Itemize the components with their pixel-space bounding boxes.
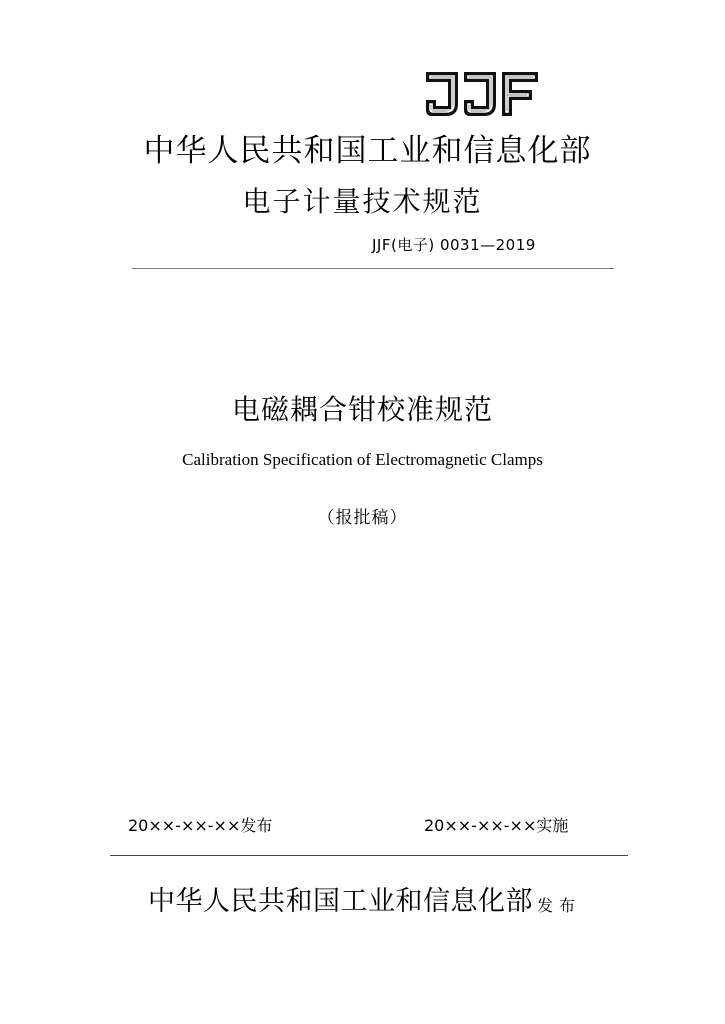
svg-text:JJF: JJF [481,100,483,101]
jjf-logo [424,70,540,118]
issue-date: 20××-××-××发布 [128,816,273,835]
jjf-logo-graphic [424,70,540,118]
footer-divider [110,855,628,856]
header-divider [132,268,614,269]
document-title-english: Calibration Specification of Electromagnetic Clamps [182,450,543,469]
implementation-date: 20××-××-××实施 [424,816,569,835]
ministry-name: 中华人民共和国工业和信息化部 [143,133,592,169]
standard-code: JJF(电子) 0031—2019 [372,236,536,254]
document-title-chinese: 电磁耦合钳校准规范 [231,393,493,426]
publish-label: 发布 [537,896,582,915]
standard-type: 电子计量技术规范 [242,185,483,218]
draft-note: （报批稿） [317,508,408,528]
publisher-name: 中华人民共和国工业和信息化部 [148,886,533,917]
